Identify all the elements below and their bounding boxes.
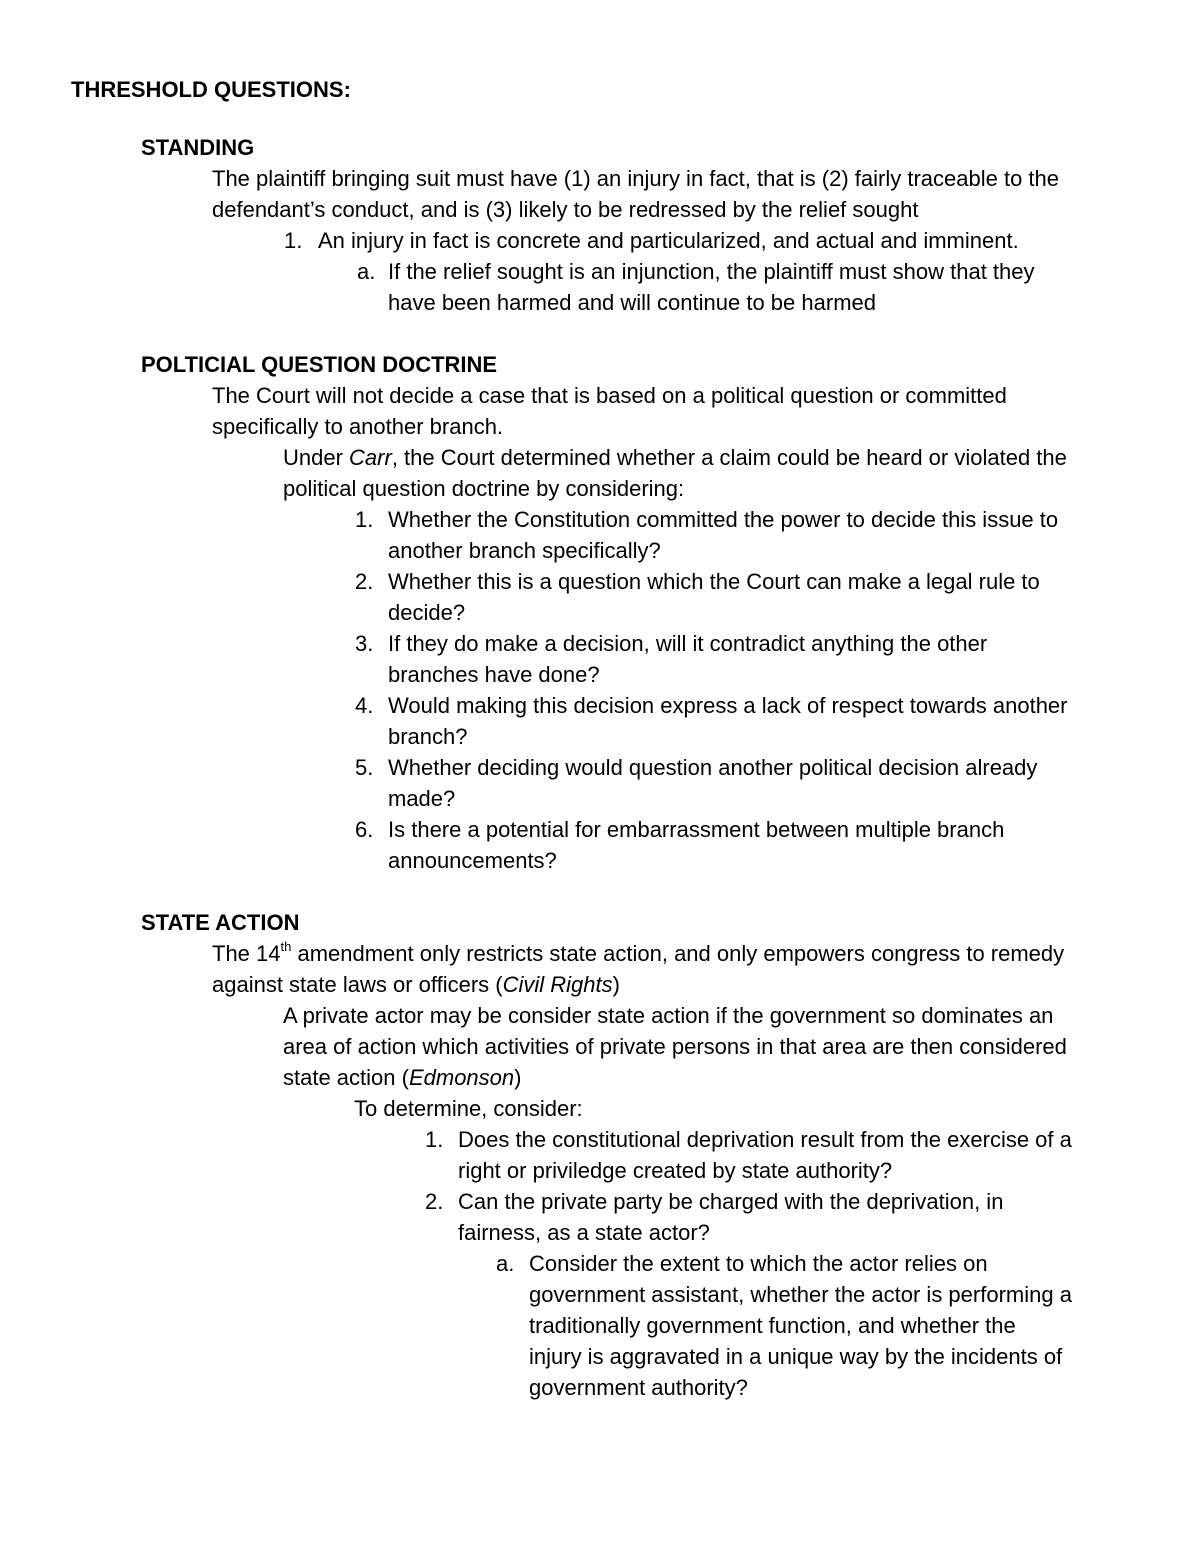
political-intro-line-1: The Court will not decide a case that is based on a political question or committed <box>212 383 1007 408</box>
state-action-item-2a-line-1: Consider the extent to which the actor relies on <box>529 1251 988 1276</box>
edmonson-case-name: Edmonson <box>408 1065 515 1090</box>
intro2-prefix: against state laws or officers ( <box>212 972 503 997</box>
carr-paragraph-line-2: political question doctrine by considering: <box>283 476 685 501</box>
political-item-3-number: 3. <box>355 631 374 656</box>
intro-suffix: amendment only restricts state action, and only empowers congress to remedy <box>291 941 1065 966</box>
state-action-intro-line-1 <box>212 938 1064 969</box>
intro2-suffix: ) <box>612 972 620 997</box>
political-item-2-line-2: decide? <box>388 600 466 625</box>
carr-prefix: Under <box>283 445 350 470</box>
standing-item-1a-letter: a. <box>357 259 376 284</box>
political-item-2-line-1: Whether this is a question which the Court can make a legal rule to <box>388 569 1040 594</box>
political-item-2-number: 2. <box>355 569 374 594</box>
political-heading: POLTICIAL QUESTION DOCTRINE <box>141 352 498 377</box>
private-actor-line-1: A private actor may be consider state action if the government so dominates an <box>283 1003 1054 1028</box>
ordinal-suffix: th <box>280 938 292 954</box>
private3-prefix: state action ( <box>283 1065 409 1090</box>
political-item-5-line-2: made? <box>388 786 456 811</box>
state-action-item-2-line-2: fairness, as a state actor? <box>458 1220 710 1245</box>
state-action-item-1-number: 1. <box>425 1127 444 1152</box>
political-item-5-number: 5. <box>355 755 374 780</box>
determine-line: To determine, consider: <box>354 1096 583 1121</box>
carr-suffix: , the Court determined whether a claim could be heard or violated the <box>391 445 1067 470</box>
political-item-3-line-1: If they do make a decision, will it contradict anything the other <box>388 631 988 656</box>
political-item-1-number: 1. <box>355 507 374 532</box>
page-title: THRESHOLD QUESTIONS: <box>71 77 351 102</box>
private3-suffix: ) <box>514 1065 522 1090</box>
state-action-item-2-line-1: Can the private party be charged with the deprivation, in <box>458 1189 1004 1214</box>
political-item-6-line-1: Is there a potential for embarrassment between multiple branch <box>388 817 1005 842</box>
political-item-4-line-1: Would making this decision express a lack of respect towards another <box>388 693 1068 718</box>
state-action-item-1-line-2: right or priviledge created by state authority? <box>458 1158 893 1183</box>
private-actor-line-2: area of action which activities of private persons in that area are then considered <box>283 1034 1067 1059</box>
standing-intro-line-2: defendant’s conduct, and is (3) likely to be redressed by the relief sought <box>212 197 919 222</box>
political-item-4-number: 4. <box>355 693 374 718</box>
standing-item-1a-line-1: If the relief sought is an injunction, the plaintiff must show that they <box>388 259 1035 284</box>
state-action-item-2-number: 2. <box>425 1189 444 1214</box>
political-item-5-line-1: Whether deciding would question another political decision already <box>388 755 1038 780</box>
standing-item-1: An injury in fact is concrete and particularized, and actual and imminent. <box>318 228 1019 253</box>
standing-heading: STANDING <box>141 135 255 160</box>
political-item-4-line-2: branch? <box>388 724 468 749</box>
political-item-6-line-2: announcements? <box>388 848 557 873</box>
political-item-6-number: 6. <box>355 817 374 842</box>
carr-paragraph-line-1 <box>283 442 1067 473</box>
political-item-3-line-2: branches have done? <box>388 662 600 687</box>
civil-rights-case-name: Civil Rights <box>502 972 613 997</box>
state-action-item-2a-line-2: government assistant, whether the actor is performing a <box>529 1282 1072 1307</box>
standing-item-1-number: 1. <box>284 228 303 253</box>
standing-item-1a-line-2: have been harmed and will continue to be harmed <box>388 290 876 315</box>
private-actor-line-3 <box>283 1062 521 1093</box>
state-action-heading: STATE ACTION <box>141 910 300 935</box>
political-item-1-line-2: another branch specifically? <box>388 538 661 563</box>
state-action-item-1-line-1: Does the constitutional deprivation result from the exercise of a <box>458 1127 1072 1152</box>
intro-prefix: The 14 <box>212 941 281 966</box>
state-action-item-2a-line-3: traditionally government function, and whether the <box>529 1313 1016 1338</box>
state-action-item-2a-line-4: injury is aggravated in a unique way by the incidents of <box>529 1344 1063 1369</box>
carr-case-name: Carr <box>349 445 392 470</box>
state-action-intro-line-2 <box>212 969 620 1000</box>
state-action-item-2a-letter: a. <box>496 1251 515 1276</box>
political-item-1-line-1: Whether the Constitution committed the power to decide this issue to <box>388 507 1059 532</box>
political-intro-line-2: specifically to another branch. <box>212 414 504 439</box>
state-action-item-2a-line-5: government authority? <box>529 1375 748 1400</box>
standing-intro-line-1: The plaintiff bringing suit must have (1) an injury in fact, that is (2) fairly traceable to the <box>212 166 1059 191</box>
